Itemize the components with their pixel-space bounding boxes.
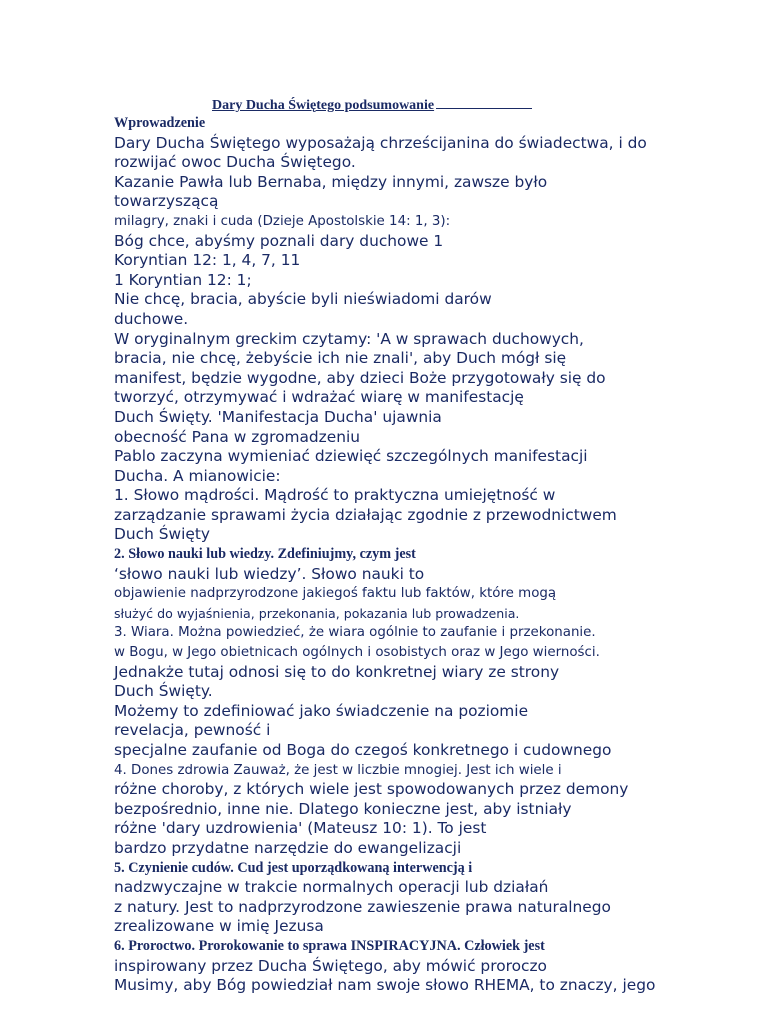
text-line: duchowe. [114,309,189,328]
text-line: 4. Dones zdrowia Zauważ, że jest w liczbie mnogiej. Jest ich wiele i [114,762,562,778]
text-line: objawienie nadprzyrodzone jakiegoś faktu lub faktów, które mogą [114,586,557,602]
text-line: specjalne zaufanie od Boga do czegoś konkretnego i cudownego [114,741,612,759]
text-line: 3. Wiara. Można powiedzieć, że wiara ogólnie to zaufanie i przekonanie. [114,625,596,641]
text-line: zarządzanie sprawami życia działając zgodnie z przewodnictwem [114,505,617,524]
text-line: Możemy to zdefiniować jako świadczenie na poziomie [114,701,529,720]
text-line: Duch Święty. 'Manifestacja Ducha' ujawnia [114,407,442,426]
text-line: bezpośrednio, inne nie. Dlatego konieczne jest, aby istniały [114,799,572,818]
document-body [114,114,754,996]
document-title: Dary Ducha Świętego podsumowanie [212,95,532,115]
text-line: nadzwyczajne w trakcie normalnych operacji lub działań [114,878,549,897]
text-line: bardzo przydatne narzędzie do ewangelizacji [114,838,462,857]
text-line: zrealizowane w imię Jezusa [114,917,324,936]
text-line: Dary Ducha Świętego wyposażają chrześcijanina do świadectwa, i do [114,133,647,152]
text-line: tworzyć, otrzymywać i wdrażać wiarę w manifestację [114,388,524,407]
text-line: Nie chcę, bracia, abyście byli nieświadomi darów [114,290,492,309]
text-line: Ducha. A mianowicie: [114,466,281,485]
text-line: 6. Proroctwo. Prorokowanie to sprawa INSPIRACYJNA. Człowiek jest [114,937,545,954]
text-line: rozwijać owoc Ducha Świętego. [114,153,356,172]
text-line: różne choroby, z których wiele jest spowodowanych przez demony [114,780,629,799]
text-line: różne 'dary uzdrowienia' (Mateusz 10: 1). To jest [114,819,487,838]
text-line: towarzyszącą [114,192,219,211]
text-line: Pablo zaczyna wymieniać dziewięć szczególnych manifestacji [114,447,588,466]
text-line: 5. Czynienie cudów. Cud jest uporządkowaną interwencją i [114,859,473,876]
text-line: Koryntian 12: 1, 4, 7, 11 [114,251,301,270]
text-line: z natury. Jest to nadprzyrodzone zawieszenie prawa naturalnego [114,897,611,916]
text-line: manifest, będzie wygodne, aby dzieci Boże przygotowały się do [114,368,606,387]
text-line: 1 Koryntian 12: 1; [114,270,252,289]
text-line: Duch Święty [114,525,210,544]
text-line: 1. Słowo mądrości. Mądrość to praktyczna umiejętność w [114,486,556,505]
text-line: Duch Święty. [114,682,213,701]
text-line: w Bogu, w Jego obietnicach ogólnych i osobistych oraz w Jego wierności. [114,645,600,661]
text-line: bracia, nie chcę, żebyście ich nie znali', aby Duch mógł się [114,349,567,368]
text-line: Kazanie Pawła lub Bernaba, między innymi, zawsze było [114,172,548,191]
text-line: 2. Słowo nauki lub wiedzy. Zdefiniujmy, czym jest [114,546,416,563]
text-line: służyć do wyjaśnienia, przekonania, pokazania lub prowadzenia. [114,605,520,621]
text-line: inspirowany przez Ducha Świętego, aby mówić proroczo [114,956,547,975]
text-line: W oryginalnym greckim czytamy: 'A w sprawach duchowych, [114,329,584,348]
text-line: milagry, znaki i cuda (Dzieje Apostolskie 14: 1, 3): [114,213,451,229]
text-line: ‘słowo nauki lub wiedzy’. Słowo nauki to [114,564,425,583]
text-line: Wprowadzenie [114,115,206,131]
text-line: Musimy, aby Bóg powiedział nam swoje słowo RHEMA, to znaczy, jego [114,976,656,995]
text-line: Bóg chce, abyśmy poznali dary duchowe 1 [114,231,444,250]
text-line: revelacja, pewność i [114,721,271,740]
text-line: Jednakże tutaj odnosi się to do konkretnej wiary ze strony [114,662,560,681]
text-line: obecność Pana w zgromadzeniu [114,427,361,446]
